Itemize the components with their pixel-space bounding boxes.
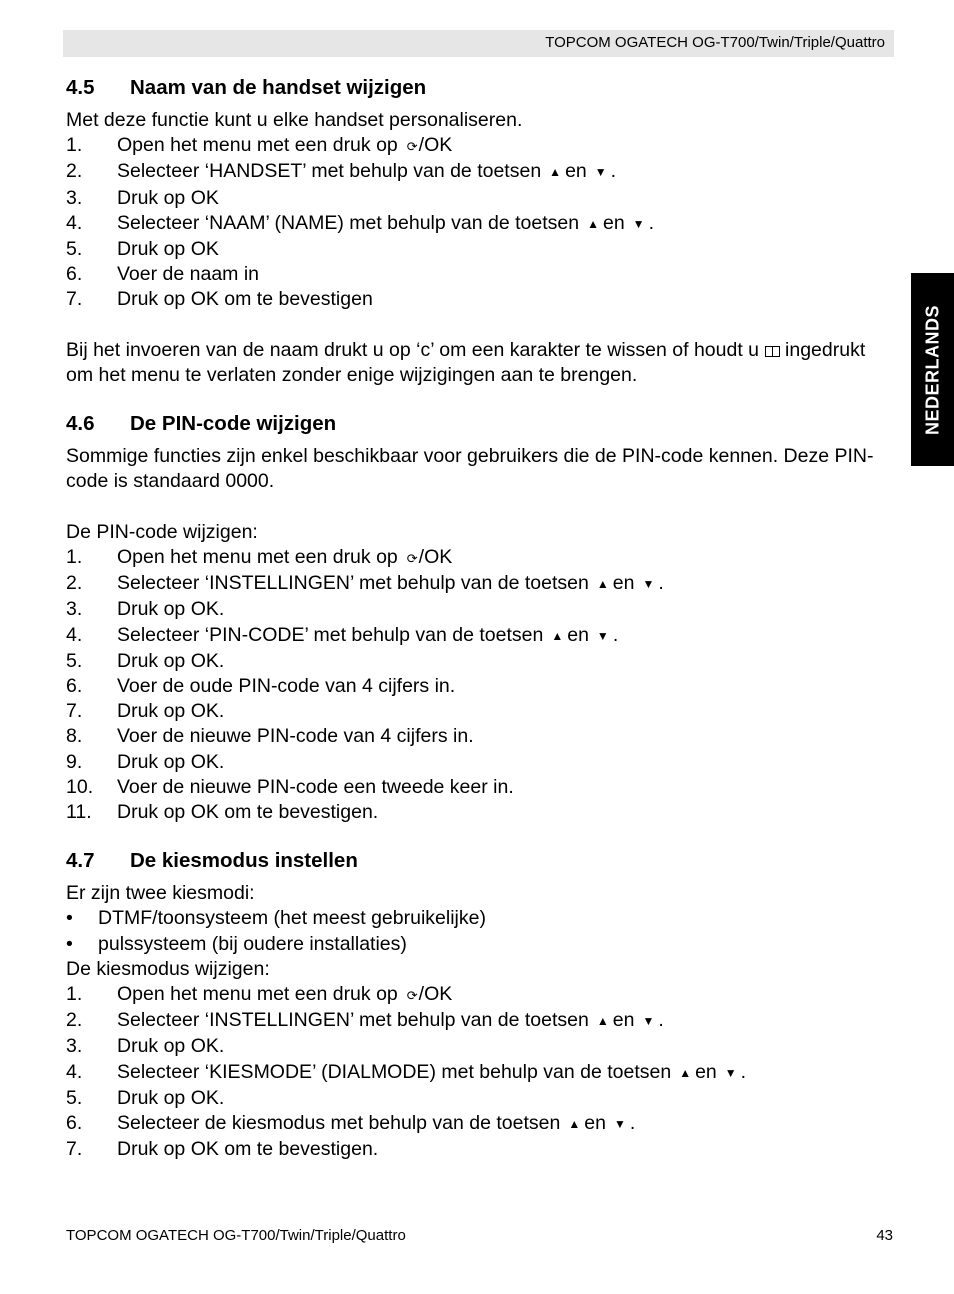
conjunction: en [695, 1060, 717, 1083]
step-number: 1. [66, 134, 83, 157]
step-label: Open het menu met een druk op [117, 134, 398, 157]
bullet-marker: • [66, 932, 73, 955]
steps-list [66, 133, 896, 312]
step-label: Selecteer ‘HANDSET’ met behulp van de toetsen [117, 160, 542, 183]
section-title: De kiesmodus instellen [130, 849, 358, 873]
step-text [117, 597, 224, 622]
step-number: 9. [66, 750, 83, 773]
step-label: Selecteer ‘INSTELLINGEN’ met behulp van de toetsen [117, 572, 589, 595]
step-text [117, 775, 514, 800]
step-number: 2. [66, 572, 83, 595]
step-number: 2. [66, 160, 83, 183]
step-number: 5. [66, 238, 83, 261]
step-item [66, 1086, 896, 1111]
step-item [66, 133, 896, 159]
step-item [66, 287, 896, 312]
step-label: Open het menu met een druk op [117, 983, 398, 1006]
step-number: 5. [66, 649, 83, 672]
footer-title: TOPCOM OGATECH OG-T700/Twin/Triple/Quattro [66, 1227, 406, 1244]
subheading: De kiesmodus wijzigen: [66, 957, 270, 980]
step-suffix: /OK [418, 134, 453, 157]
section-intro: Er zijn twee kiesmodi: [66, 882, 255, 905]
down-arrow-icon: ▼ [642, 577, 655, 592]
step-number: 6. [66, 675, 83, 698]
step-item [66, 699, 896, 724]
step-text [117, 1034, 224, 1059]
step-item [66, 571, 896, 597]
step-text [117, 211, 654, 237]
steps-list [66, 545, 896, 825]
step-end: . [612, 623, 619, 646]
step-label: Selecteer de kiesmodus met behulp van de toetsen [117, 1112, 561, 1135]
step-text [117, 262, 259, 287]
section-number: 4.7 [66, 849, 95, 873]
up-arrow-icon: ▲ [568, 1117, 581, 1132]
step-item [66, 1034, 896, 1059]
step-number: 4. [66, 623, 83, 646]
step-text [117, 1008, 664, 1034]
step-label: Druk op OK [117, 186, 219, 209]
step-suffix: /OK [418, 546, 453, 569]
step-label: Druk op OK. [117, 1086, 225, 1109]
step-item [66, 597, 896, 622]
step-text [117, 545, 452, 571]
bullet-list [66, 906, 896, 956]
step-number: 1. [66, 546, 83, 569]
step-item [66, 775, 896, 800]
note-paragraph [66, 338, 896, 388]
menu-key-icon: ⟳ [406, 139, 418, 155]
step-label: Druk op OK. [117, 598, 225, 621]
step-text [117, 750, 224, 775]
step-item [66, 1008, 896, 1034]
conjunction: en [567, 623, 589, 646]
step-label: Druk op OK om te bevestigen. [117, 1138, 379, 1161]
language-tab [911, 273, 954, 466]
up-arrow-icon: ▲ [587, 216, 599, 231]
step-label: Voer de nieuwe PIN-code een tweede keer in. [117, 775, 514, 798]
conjunction: en [612, 1009, 635, 1032]
step-text [98, 932, 407, 957]
step-label: Druk op OK [117, 238, 219, 261]
note-text-end: ingedrukt om het menu te verlaten zonder enige wijzigingen aan te brengen. [66, 338, 866, 387]
step-item [66, 545, 896, 571]
section-title: Naam van de handset wijzigen [130, 76, 427, 99]
up-arrow-icon: ▲ [596, 577, 609, 592]
subheading: De PIN-code wijzigen: [66, 520, 258, 543]
up-arrow-icon: ▲ [679, 1065, 692, 1080]
step-text [117, 287, 373, 312]
step-label: DTMF/toonsysteem (het meest gebruikelijke) [98, 907, 486, 930]
step-label: Selecteer ‘KIESMODE’ (DIALMODE) met behulp van de toetsen [117, 1060, 672, 1083]
step-text [117, 1060, 746, 1086]
step-number: 5. [66, 1086, 83, 1109]
step-text [117, 159, 616, 185]
section-heading-4-7 [66, 847, 896, 875]
step-number: 3. [66, 598, 83, 621]
step-text [117, 237, 219, 262]
step-label: Voer de naam in [117, 263, 260, 286]
down-arrow-icon: ▼ [724, 1065, 737, 1080]
bullet-marker: • [66, 907, 73, 930]
step-number: 7. [66, 288, 83, 311]
step-item [66, 1060, 896, 1086]
step-label: Selecteer ‘INSTELLINGEN’ met behulp van de toetsen [117, 1009, 589, 1032]
step-text [117, 623, 618, 649]
step-item [66, 237, 896, 262]
step-number: 7. [66, 1138, 83, 1161]
section-intro: Sommige functies zijn enkel beschikbaar voor gebruikers die de PIN-code kennen. Deze PIN-code is standaard 0000. [66, 445, 874, 493]
step-number: 1. [66, 983, 83, 1006]
menu-key-icon: ⟳ [406, 988, 418, 1004]
down-arrow-icon: ▼ [632, 216, 645, 231]
step-number: 4. [66, 211, 83, 234]
down-arrow-icon: ▼ [594, 165, 607, 180]
footer [66, 1226, 893, 1246]
step-label: Druk op OK om te bevestigen [117, 288, 373, 311]
step-text [117, 724, 474, 749]
step-item [66, 800, 896, 825]
header-title: TOPCOM OGATECH OG-T700/Twin/Triple/Quattro [545, 34, 885, 51]
step-label: Druk op OK. [117, 649, 225, 672]
step-number: 3. [66, 186, 83, 209]
down-arrow-icon: ▼ [613, 1117, 626, 1132]
step-end: . [658, 572, 664, 595]
step-item [66, 623, 896, 649]
conjunction: en [612, 572, 635, 595]
step-number: 6. [66, 1112, 83, 1135]
step-number: 8. [66, 725, 83, 748]
up-arrow-icon: ▲ [551, 628, 564, 643]
step-number: 11. [66, 801, 92, 824]
step-text [117, 1111, 635, 1137]
step-text [117, 674, 455, 699]
steps-list [66, 982, 896, 1162]
step-label: Druk op OK. [117, 750, 225, 773]
step-number: 2. [66, 1009, 83, 1032]
step-number: 3. [66, 1035, 83, 1058]
menu-key-icon: ⟳ [406, 551, 418, 567]
conjunction: en [602, 211, 625, 234]
step-item [66, 674, 896, 699]
step-item [66, 186, 896, 211]
step-text [117, 1086, 224, 1111]
step-item [66, 159, 896, 185]
step-item [66, 649, 896, 674]
step-label: pulssysteem (bij oudere installaties) [98, 932, 407, 955]
step-label: Voer de nieuwe PIN-code van 4 cijfers in. [117, 725, 474, 748]
step-end: . [610, 160, 617, 183]
phonebook-icon [765, 346, 780, 357]
conjunction: en [565, 160, 587, 183]
step-number: 6. [66, 263, 83, 286]
step-end: . [648, 211, 654, 234]
step-label: Open het menu met een druk op [117, 546, 398, 569]
step-text [117, 800, 378, 825]
step-text [117, 571, 664, 597]
step-item [66, 724, 896, 749]
step-end: . [740, 1060, 747, 1083]
step-end: . [658, 1009, 664, 1032]
page-number: 43 [876, 1227, 893, 1244]
up-arrow-icon: ▲ [596, 1014, 609, 1029]
step-end: . [629, 1112, 636, 1135]
conjunction: en [584, 1112, 606, 1135]
step-item [66, 1137, 896, 1162]
step-text [117, 1137, 378, 1162]
section-intro: Met deze functie kunt u elke handset personaliseren. [66, 109, 523, 131]
bullet-item [66, 906, 896, 931]
note-text-start: Bij het invoeren van de naam drukt u op ‘c’ om een karakter te wissen of houdt u [66, 338, 760, 361]
step-item [66, 750, 896, 775]
step-label: Selecteer ‘PIN-CODE’ met behulp van de toetsen [117, 623, 544, 646]
step-number: 7. [66, 700, 83, 723]
down-arrow-icon: ▼ [596, 628, 609, 643]
step-item [66, 211, 896, 237]
step-number: 4. [66, 1060, 83, 1083]
language-tab-label: NEDERLANDS [921, 304, 942, 435]
bullet-item [66, 932, 896, 957]
step-item [66, 1111, 896, 1137]
step-label: Druk op OK. [117, 700, 225, 723]
step-suffix: /OK [418, 983, 453, 1006]
section-title: De PIN-code wijzigen [130, 412, 337, 436]
section-heading-4-6 [66, 410, 896, 438]
step-item [66, 982, 896, 1008]
step-text [117, 699, 224, 724]
step-item [66, 262, 896, 287]
step-label: Selecteer ‘NAAM’ (NAME) met behulp van de toetsen [117, 211, 580, 234]
step-text [117, 649, 224, 674]
up-arrow-icon: ▲ [549, 165, 562, 180]
step-text [117, 982, 452, 1008]
step-number: 10. [66, 775, 94, 798]
step-label: Voer de oude PIN-code van 4 cijfers in. [117, 675, 456, 698]
step-label: Druk op OK om te bevestigen. [117, 801, 379, 824]
step-label: Druk op OK. [117, 1035, 225, 1058]
step-text [117, 186, 219, 211]
down-arrow-icon: ▼ [642, 1014, 655, 1029]
page-content [66, 74, 896, 1162]
header-bar [63, 30, 894, 57]
section-number: 4.6 [66, 412, 95, 436]
step-text [98, 906, 486, 931]
step-text [117, 133, 452, 159]
section-heading-4-5 [66, 74, 896, 102]
section-number: 4.5 [66, 76, 95, 99]
